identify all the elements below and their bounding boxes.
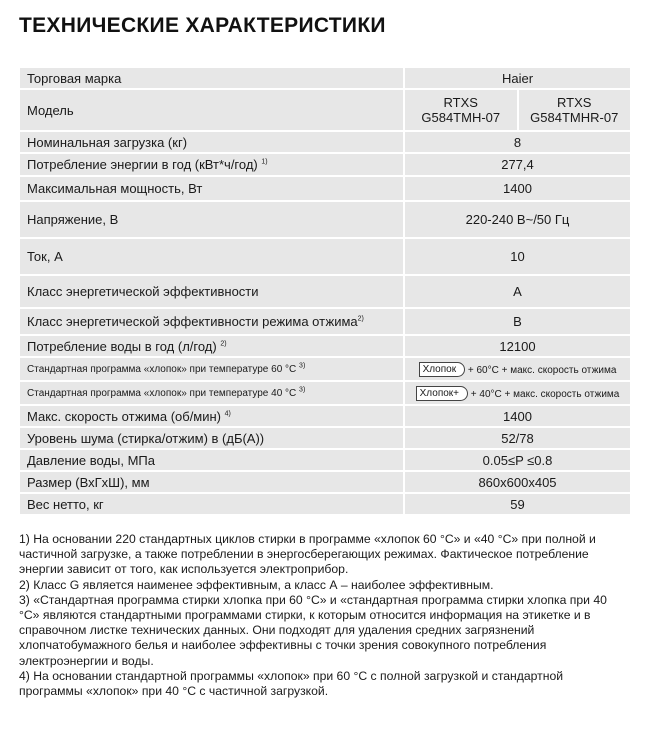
footnote-3: 3) «Стандартная программа стирки хлопка при 60 °С» и «стандартная программа стирки хлопка при 40 °С» являются стандартными программами стирки, к которым относится информация на этикетке и в справочном листке технических данных. Они подходят для удаления средних загрязнений хлопчатобумажного белья и наиболее эффективны с точки зрения совокупного потребления электроэнергии и воды. [19,592,607,668]
table-row [19,427,631,449]
row-label: Максимальная мощность, Вт [19,176,404,201]
row-label: Давление воды, МПа [19,449,404,471]
table-row [19,357,631,381]
program-cell [404,381,631,405]
spec-table [18,66,632,516]
row-value: 1400 [404,405,631,427]
row-value: 1400 [404,176,631,201]
row-label: Номинальная загрузка (кг) [19,131,404,153]
footnotes [19,532,629,699]
row-label: Класс энергетической эффективности режима отжима$^{2)}$ [19,308,404,335]
table-row [19,493,631,515]
footnote-ref: 4) [224,410,231,418]
row-label: Потребление воды в год (л/год) $^{2)}$ [19,335,404,357]
page-title: ТЕХНИЧЕСКИЕ ХАРАКТЕРИСТИКИ [19,14,386,37]
program-params: + 40°С + макс. скорость отжима [470,388,620,400]
row-label: Потребление энергии в год (кВт*ч/год) $^{1)}$ [19,153,404,176]
row-label: Макс. скорость отжима (об/мин) $^{4)}$ [19,405,404,427]
footnote-2: 2) Класс G является наименее эффективным, а класс А – наиболее эффективным. [19,577,494,592]
row-label: Стандартная программа «хлопок» при температуре 60 °С $^{3)}$ [19,357,404,381]
table-row [19,308,631,335]
row-label: Стандартная программа «хлопок» при температуре 40 °С $^{3)}$ [19,381,404,405]
row-label: Уровень шума (стирка/отжим) в (дБ(А)) [19,427,404,449]
program-badge: Хлопок+ [416,386,468,401]
program-params: + 60°С + макс. скорость отжима [467,364,617,376]
footnote-ref: 2) [220,340,227,348]
model-value-1: RTXS G584TMH-07 [404,89,518,131]
row-label: Вес нетто, кг [19,493,404,515]
table-row [19,238,631,275]
table-row [19,405,631,427]
row-value: Haier [404,67,631,89]
table-row [19,381,631,405]
row-value: 220-240 В~/50 Гц [404,201,631,238]
row-value: 277,4 [404,153,631,176]
model-value-2: RTXS G584TMHR-07 [518,89,632,131]
row-value: 12100 [404,335,631,357]
row-label: Напряжение, В [19,201,404,238]
table-row [19,335,631,357]
row-label: Размер (ВхГхШ), мм [19,471,404,493]
table-row [19,176,631,201]
row-value: 10 [404,238,631,275]
table-row [19,89,631,131]
footnote-1: 1) На основании 220 стандартных циклов стирки в программе «хлопок 60 °С» и «40 °С» при полной и частичной загрузке, а также потреблении в энергосберегающих режимах. Фактическое потребление энергии зависит от того, как используется электроприбор. [19,532,596,577]
table-row [19,201,631,238]
row-value: 59 [404,493,631,515]
program-cell [404,357,631,381]
footnote-ref: 2) [357,315,364,323]
row-value: 8 [404,131,631,153]
table-row [19,449,631,471]
row-value: B [404,308,631,335]
row-label: Класс энергетической эффективности [19,275,404,308]
row-value: 860х600х405 [404,471,631,493]
table-row [19,131,631,153]
footnote-ref: 3) [299,362,306,370]
table-row [19,153,631,176]
program-badge: Хлопок [419,362,466,377]
row-label: Торговая марка [19,67,404,89]
row-value: 0.05≤P ≤0.8 [404,449,631,471]
row-value: A [404,275,631,308]
table-row [19,275,631,308]
row-label: Модель [19,89,404,131]
footnote-ref: 1) [261,158,268,166]
table-row [19,471,631,493]
footnote-ref: 3) [299,386,306,394]
row-value: 52/78 [404,427,631,449]
footnote-4: 4) На основании стандартной программы «хлопок» при 60 °С с полной загрузкой и стандартной программы «хлопок» при 40 °С с частичной загрузкой. [19,668,564,699]
table-row [19,67,631,89]
row-label: Ток, А [19,238,404,275]
